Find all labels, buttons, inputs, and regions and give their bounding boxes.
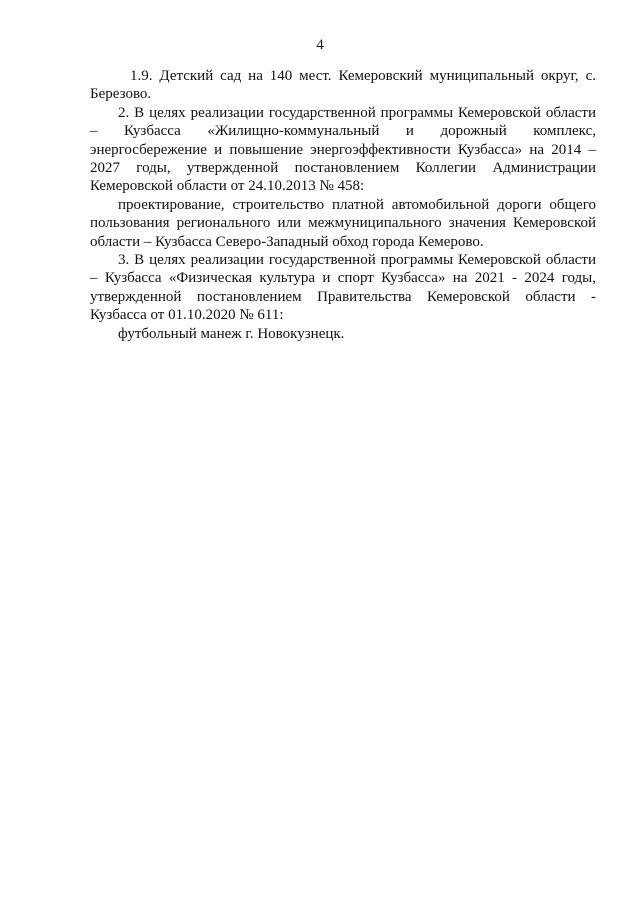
document-body [90, 67, 596, 343]
item-2-housing-program: 2. В целях реализации государственной программы Кемеровской области – Кузбасса «Жилищно-коммунальный и дорожный комплекс, энергосбережение и повышение энергоэффективности Кузбасса» на 2014 – 2027 годы, утвержденной постановлением Коллегии Администрации Кемеровской области от 24.10.2013 № 458: [90, 104, 596, 195]
item-1-9-kindergarten: 1.9. Детский сад на 140 мест. Кемеровский муниципальный округ, с. Березово. [90, 68, 596, 103]
item-2-road-project: проектирование, строительство платной автомобильной дороги общего пользования регионального или межмуниципального значения Кемеровской области – Кузбасса Северо-Западный обход города Кемерово. [90, 196, 596, 250]
item-3-sport-program: 3. В целях реализации государственной программы Кемеровской области – Кузбасса «Физическая культура и спорт Кузбасса» на 2021 - 2024 годы, утвержденной постановлением Правительства Кемеровской области - Кузбасса от 01.10.2020 № 611: [90, 252, 596, 324]
page-number: 4 [316, 37, 324, 53]
item-3-football-arena: футбольный манеж г. Новокузнецк. [118, 325, 345, 342]
